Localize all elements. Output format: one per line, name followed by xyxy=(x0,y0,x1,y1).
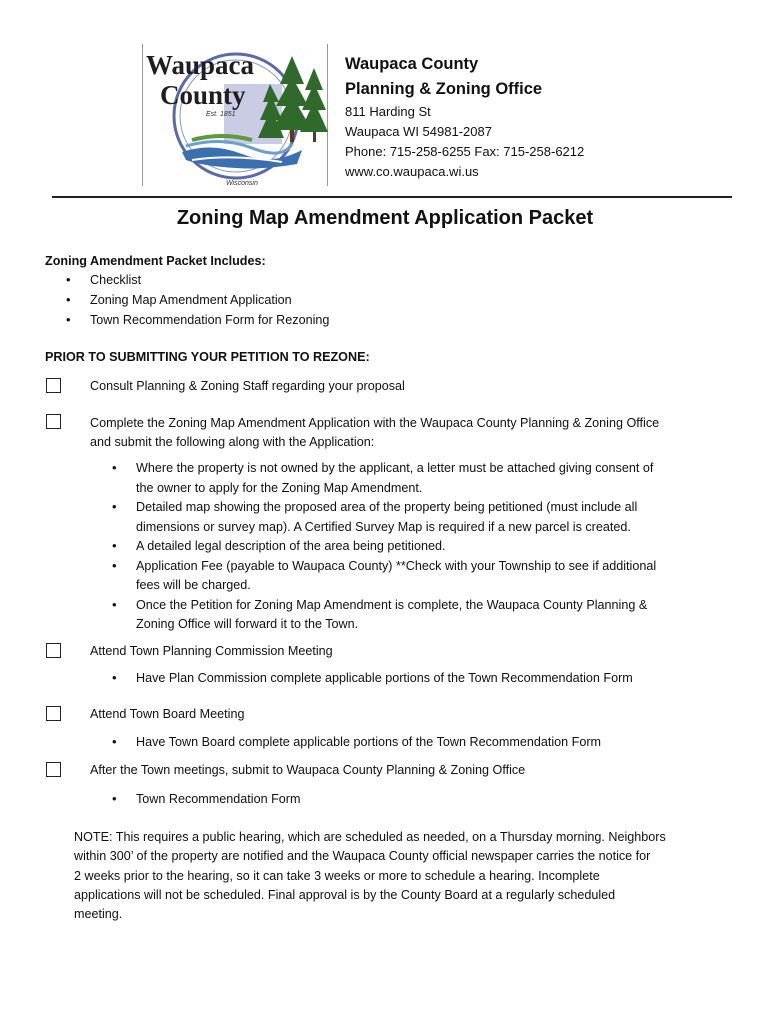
office-address-block xyxy=(345,52,584,182)
bullet-icon: • xyxy=(112,734,117,749)
page-title: Zoning Map Amendment Application Packet xyxy=(176,207,594,229)
step4-text: Attend Town Board Meeting xyxy=(90,707,245,721)
office-street: 811 Harding St xyxy=(345,104,431,119)
prior-heading: PRIOR TO SUBMITTING YOUR PETITION TO REZONE: xyxy=(45,350,370,364)
bullet-icon: • xyxy=(112,558,117,573)
county-logo xyxy=(142,44,328,189)
step2-text-line2: and submit the following along with the Application: xyxy=(90,435,375,449)
office-website: www.co.waupaca.wi.us xyxy=(345,164,479,179)
step1-text: Consult Planning & Zoning Staff regarding your proposal xyxy=(90,379,405,393)
step2-sub5-line1: Once the Petition for Zoning Map Amendment is complete, the Waupaca County Planning & xyxy=(136,598,648,612)
bullet-icon: • xyxy=(66,312,71,327)
step2-sub5-line2: Zoning Office will forward it to the Town. xyxy=(136,617,359,631)
step2-sub1-line2: the owner to apply for the Zoning Map Amendment. xyxy=(136,481,423,495)
bullet-icon: • xyxy=(112,499,117,514)
header-rule xyxy=(52,196,732,198)
logo-text-waupaca: Waupaca xyxy=(146,50,255,80)
step5-checkbox[interactable] xyxy=(46,762,61,777)
step3-checkbox[interactable] xyxy=(46,643,61,658)
note-line-2: within 300’ of the property are notified and the Waupaca County official newspaper carries the notice for xyxy=(74,849,651,864)
bullet-icon: • xyxy=(66,272,71,287)
step2-sub1-line1: Where the property is not owned by the applicant, a letter must be attached giving consent of xyxy=(136,461,654,475)
includes-heading: Zoning Amendment Packet Includes: xyxy=(45,254,266,268)
step4-checkbox[interactable] xyxy=(46,706,61,721)
bullet-icon: • xyxy=(112,791,117,806)
includes-item-checklist: Checklist xyxy=(90,273,142,287)
bullet-icon: • xyxy=(112,460,117,475)
step2-sub4-line1: Application Fee (payable to Waupaca County) **Check with your Township to see if additional xyxy=(136,559,657,573)
office-name-1: Waupaca County xyxy=(345,55,479,73)
office-name-2: Planning & Zoning Office xyxy=(345,80,543,98)
step2-sub4-line2: fees will be charged. xyxy=(136,578,251,592)
note-line-3: 2 weeks prior to the hearing, so it can take 3 weeks or more to schedule a hearing. Incomplete xyxy=(74,868,600,883)
step3-text: Attend Town Planning Commission Meeting xyxy=(90,644,333,658)
step1-checkbox[interactable] xyxy=(46,378,61,393)
office-phone: Phone: 715-258-6255 Fax: 715-258-6212 xyxy=(345,144,585,159)
step4-sub: Have Town Board complete applicable portions of the Town Recommendation Form xyxy=(136,735,602,749)
step3-sub: Have Plan Commission complete applicable portions of the Town Recommendation Form xyxy=(136,671,633,685)
step2-sub3-line1: A detailed legal description of the area being petitioned. xyxy=(136,539,446,553)
step2-sub2-line1: Detailed map showing the proposed area of the property being petitioned (must include all xyxy=(136,500,638,514)
bullet-icon: • xyxy=(112,538,117,553)
note-paragraph xyxy=(74,828,734,924)
note-line-5: meeting. xyxy=(74,907,123,922)
logo-text-est: Est. 1851 xyxy=(206,111,236,118)
office-city: Waupaca WI 54981-2087 xyxy=(345,124,492,139)
includes-item-town-form: Town Recommendation Form for Rezoning xyxy=(90,313,330,327)
step2-checkbox[interactable] xyxy=(46,414,61,429)
includes-item-application: Zoning Map Amendment Application xyxy=(90,293,292,307)
step2-sub2-line2: dimensions or survey map). A Certified Survey Map is required if a new parcel is created. xyxy=(136,520,631,534)
step5-sub: Town Recommendation Form xyxy=(136,792,301,806)
note-line-4: applications will not be scheduled. Final approval is by the County Board at a regularly scheduled xyxy=(74,887,616,902)
step5-text: After the Town meetings, submit to Waupaca County Planning & Zoning Office xyxy=(90,763,526,777)
bullet-icon: • xyxy=(112,597,117,612)
bullet-icon: • xyxy=(66,292,71,307)
logo-text-wisconsin: Wisconsin xyxy=(226,180,258,187)
logo-text-county: County xyxy=(160,80,246,110)
note-line-1: NOTE: This requires a public hearing, which are scheduled as needed, on a Thursday morning. Neighbors xyxy=(74,830,666,844)
step2-text-line1: Complete the Zoning Map Amendment Application with the Waupaca County Planning & Zoning Office xyxy=(90,416,660,430)
bullet-icon: • xyxy=(112,670,117,685)
